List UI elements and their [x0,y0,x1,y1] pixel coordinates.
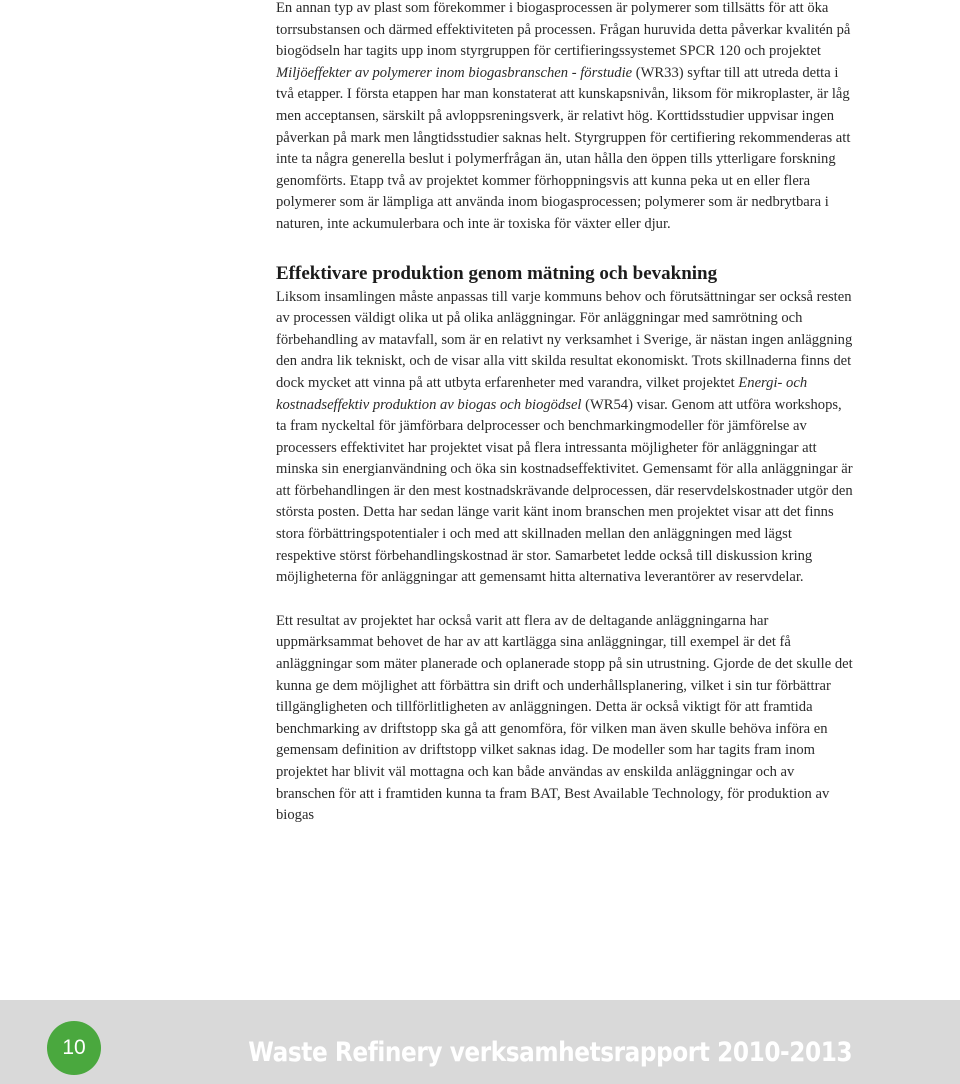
page-number: 10 [62,1036,86,1059]
paragraph-efficiency [276,287,854,589]
project-title-wr54: Energi- och kostnadseffektiv produktion av biogas och biogödsel [276,374,808,413]
footer-report-title: Waste Refinery verksamhetsrapport 2010-2013 [248,1037,852,1068]
paragraph-efficiency-text-b: (WR54) visar. Genom att utföra workshops, ta fram nyckeltal för jämförbara delprocesser och benchmarkingmodeller för jämförelse av processers effektivitet har projektet visat på flera intressanta möjligheter för anläggningar att minska sin energianvändning och öka sin kostnadseffektivitet. Gemensamt för alla anläggningar är att förbehandlingen är den mest kostnadskrävande delprocessen, där reservdelskostnader utgör den största posten. Detta har sedan länge varit känt inom branschen men projektet visar att det finns stora förbättringspotentialer i och med att skillnaden mellan den anläggningen med lägst respektive störst förbehandlingskostnad är stor. Samarbetet ledde också till diskussion kring möjligheterna för anläggningar att gemensamt hitta alternativa leverantörer av reservdelar. [276,396,853,586]
project-title-wr33: Miljöeffekter av polymerer inom biogasbranschen - förstudie [276,64,633,81]
page-footer [0,1000,960,1084]
page-number-badge [47,1021,101,1075]
paragraph-polymers [276,0,854,236]
main-text-column [276,0,854,827]
paragraph-results: Ett resultat av projektet har också varit att flera av de deltagande anläggningarna har uppmärksammat behovet de har av att kartlägga sina anläggningar, till exempel är det få anläggningar som mäter planerade och oplanerade stopp på sin utrustning. Gjorde de det skulle det kunna ge dem möjlighet att förbättra sin drift och underhållsplanering, vilket i sin tur förbättrar tillgängligheten och tillförlitligheten av anläggningen. Detta är också viktigt för att framtida benchmarking av driftstopp ska gå att genomföra, för vilken man även skulle behöva införa en gemensam definition av driftstopp vilket saknas idag. De modeller som har tagits fram inom projektet har blivit väl mottagna och kan både användas av enskilda anläggningar och av branschen för att i framtiden kunna ta fram BAT, Best Available Technology, för produktion av biogas [276,612,853,824]
paragraph-polymers-text-b: (WR33) syftar till att utreda detta i två etapper. I första etappen har man konstaterat att kunskapsnivån, liksom för mikroplaster, är låg men acceptansen, särskilt på avloppsreningsverk, är relativt hög. Korttidsstudier uppvisar ingen påverkan på mark men långtidsstudier saknas helt. Styrgruppen för certifiering rekommenderas att inte ta några generella beslut i polymerfrågan än, utan hålla den öppen tills ytterligare forskning genomförts. Etapp två av projektet kommer förhoppningsvis att kunna peka ut en eller flera polymerer som är lämpliga att använda inom biogasprocessen; polymerer som är nedbrytbara i naturen, inte ackumulerbara och inte är toxiska för växter eller djur. [276,64,851,232]
paragraph-efficiency-text-a: Liksom insamlingen måste anpassas till varje kommuns behov och förutsättningar ser också resten av processen väldigt olika ut på olika anläggningar. För anläggningar med samrötning och förbehandling av matavfall, som är en relativt ny verksamhet i Sverige, är nästan ingen anläggning den andra lik tekniskt, och de visar alla vitt skilda resultat ekonomiskt. Trots skillnaderna finns det dock mycket att vinna på att utbyta erfarenheter med varandra, vilket projektet [276,288,853,391]
section-heading: Effektivare produktion genom mätning och bevakning [276,262,718,284]
paragraph-polymers-text-a: En annan typ av plast som förekommer i biogasprocessen är polymerer som tillsätts för att öka torrsubstansen och därmed effektiviteten på processen. Frågan huruvida detta påverkar kvalitén på biogödseln har tagits upp inom styrgruppen för certifieringssystemet SPCR 120 och projektet [276,0,851,60]
